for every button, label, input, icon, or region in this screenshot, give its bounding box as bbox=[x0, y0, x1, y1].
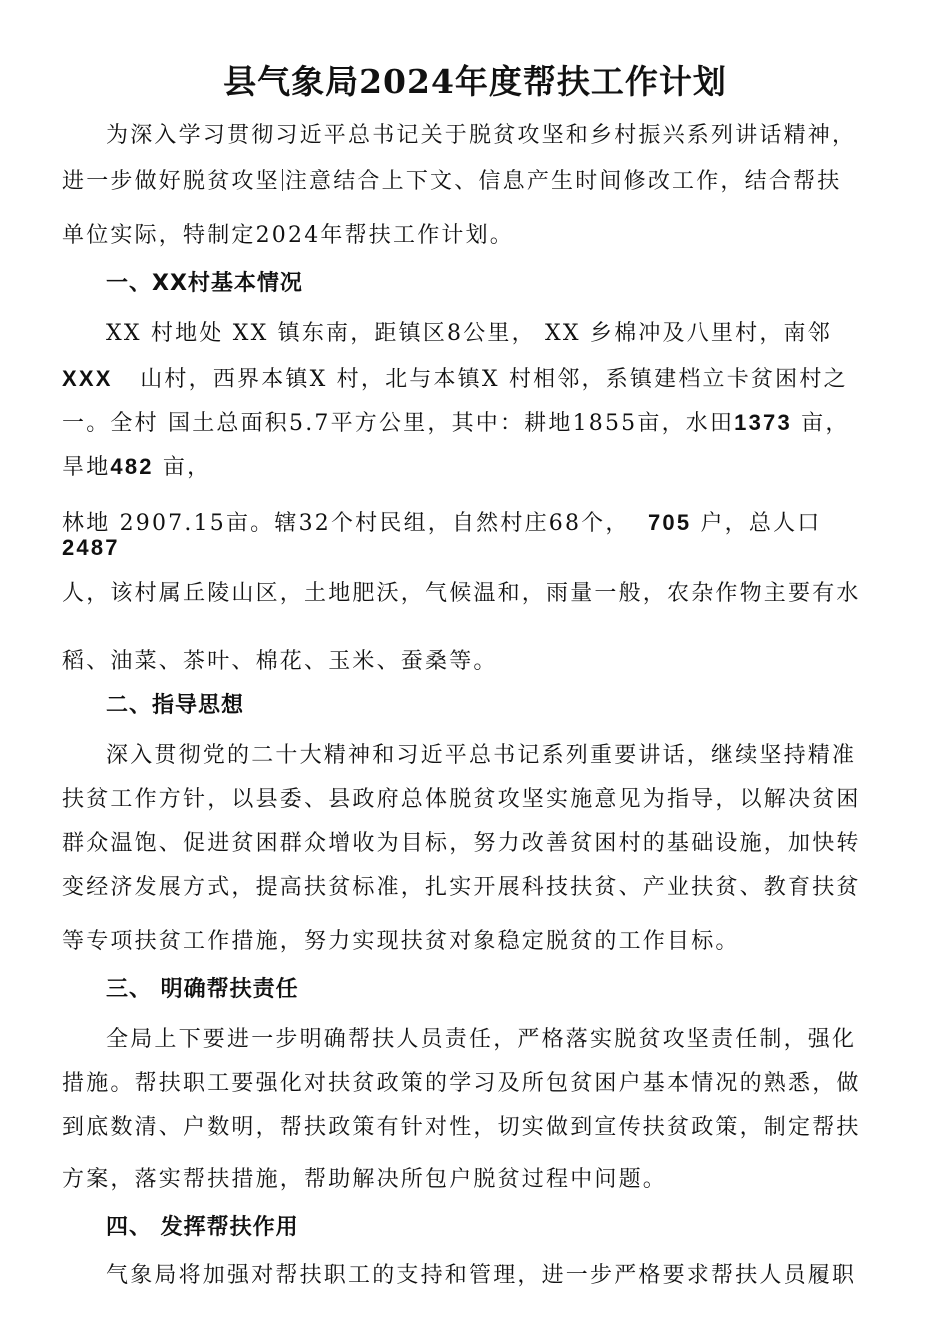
s2-line-1: 深入贯彻党的二十大精神和习近平总书记系列重要讲话，继续坚持精准 bbox=[106, 743, 857, 768]
s3-line-4: 方案，落实帮扶措施，帮助解决所包户脱贫过程中问题。 bbox=[62, 1167, 668, 1192]
s1-line-5-text: 林地 2907.15亩。辖32个村民组，自然村庄68个， bbox=[62, 511, 630, 536]
intro-line-3: 单位实际，特制定2024年帮扶工作计划。 bbox=[62, 223, 514, 248]
s1-line-3 bbox=[62, 406, 850, 437]
s1-line-2-bold: XXX bbox=[62, 366, 113, 391]
section-2-heading: 二、指导思想 bbox=[106, 693, 245, 718]
s1-line-3-text: 一。全村 国土总面积5.7平方公里，其中：耕地1855亩，水田 bbox=[62, 411, 735, 436]
s1-line-4-bold: 482 bbox=[110, 454, 154, 479]
s4-line-1: 气象局将加强对帮扶职工的支持和管理，进一步严格要求帮扶人员履职 bbox=[106, 1263, 857, 1288]
section-4-heading: 四、 发挥帮扶作用 bbox=[106, 1215, 299, 1240]
s3-line-3: 到底数清、户数明，帮扶政策有针对性，切实做到宣传扶贫政策，制定帮扶 bbox=[62, 1115, 861, 1140]
intro-line-2 bbox=[62, 164, 841, 195]
s1-line-5-bold: 705 bbox=[647, 510, 692, 535]
s1-line-4-unit: 亩， bbox=[162, 455, 212, 480]
s3-line-2: 措施。帮扶职工要强化对扶贫政策的学习及所包贫困户基本情况的熟悉，做 bbox=[62, 1071, 861, 1096]
s3-line-1: 全局上下要进一步明确帮扶人员责任，严格落实脱贫攻坚责任制，强化 bbox=[106, 1027, 857, 1052]
s1-line-6 bbox=[62, 535, 120, 561]
s2-line-4: 变经济发展方式，提高扶贫标准，扎实开展科技扶贫、产业扶贫、教育扶贫 bbox=[62, 875, 861, 900]
intro-line-2-part-b: 注意结合上下文、信息产生时间修改工作，结合帮扶 bbox=[284, 169, 842, 194]
s1-line-4 bbox=[62, 450, 211, 481]
s1-line-7: 人，该村属丘陵山区，土地肥沃，气候温和，雨量一般，农杂作物主要有水 bbox=[62, 581, 861, 606]
s1-line-3-unit: 亩， bbox=[801, 411, 850, 436]
section-3-heading: 三、 明确帮扶责任 bbox=[106, 977, 299, 1002]
s1-line-8: 稻、油菜、茶叶、棉花、玉米、蚕桑等。 bbox=[62, 649, 498, 674]
s2-line-2: 扶贫工作方针，以县委、县政府总体脱贫攻坚实施意见为指导，以解决贫困 bbox=[62, 787, 861, 812]
s2-line-5: 等专项扶贫工作措施，努力实现扶贫对象稳定脱贫的工作目标。 bbox=[62, 929, 740, 954]
s1-line-3-bold: 1373 bbox=[734, 410, 792, 435]
s2-line-3: 群众温饱、促进贫困群众增收为目标，努力改善贫困村的基础设施，加快转 bbox=[62, 831, 861, 856]
intro-line-1: 为深入学习贯彻习近平总书记关于脱贫攻坚和乡村振兴系列讲话精神， bbox=[106, 123, 857, 148]
s1-line-4-text: 旱地 bbox=[62, 455, 111, 480]
text-cursor bbox=[282, 169, 283, 191]
s1-line-1: XX 村地处 XX 镇东南，距镇区8公里， XX 乡棉冲及八里村，南邻 bbox=[106, 321, 832, 346]
s1-line-2-text: 山村，西界本镇X 村，北与本镇X 村相邻，系镇建档立卡贫困村之 bbox=[140, 367, 848, 392]
s1-line-5-unit: 户，总人口 bbox=[700, 511, 822, 536]
section-1-heading: 一、XX村基本情况 bbox=[106, 271, 303, 296]
s1-line-5 bbox=[62, 506, 821, 537]
intro-line-2-part-a: 进一步做好脱贫攻坚 bbox=[62, 169, 280, 194]
document-title: 县气象局2024年度帮扶工作计划 bbox=[223, 62, 727, 101]
s1-line-6-bold: 2487 bbox=[62, 535, 120, 560]
s1-line-2 bbox=[62, 362, 848, 393]
